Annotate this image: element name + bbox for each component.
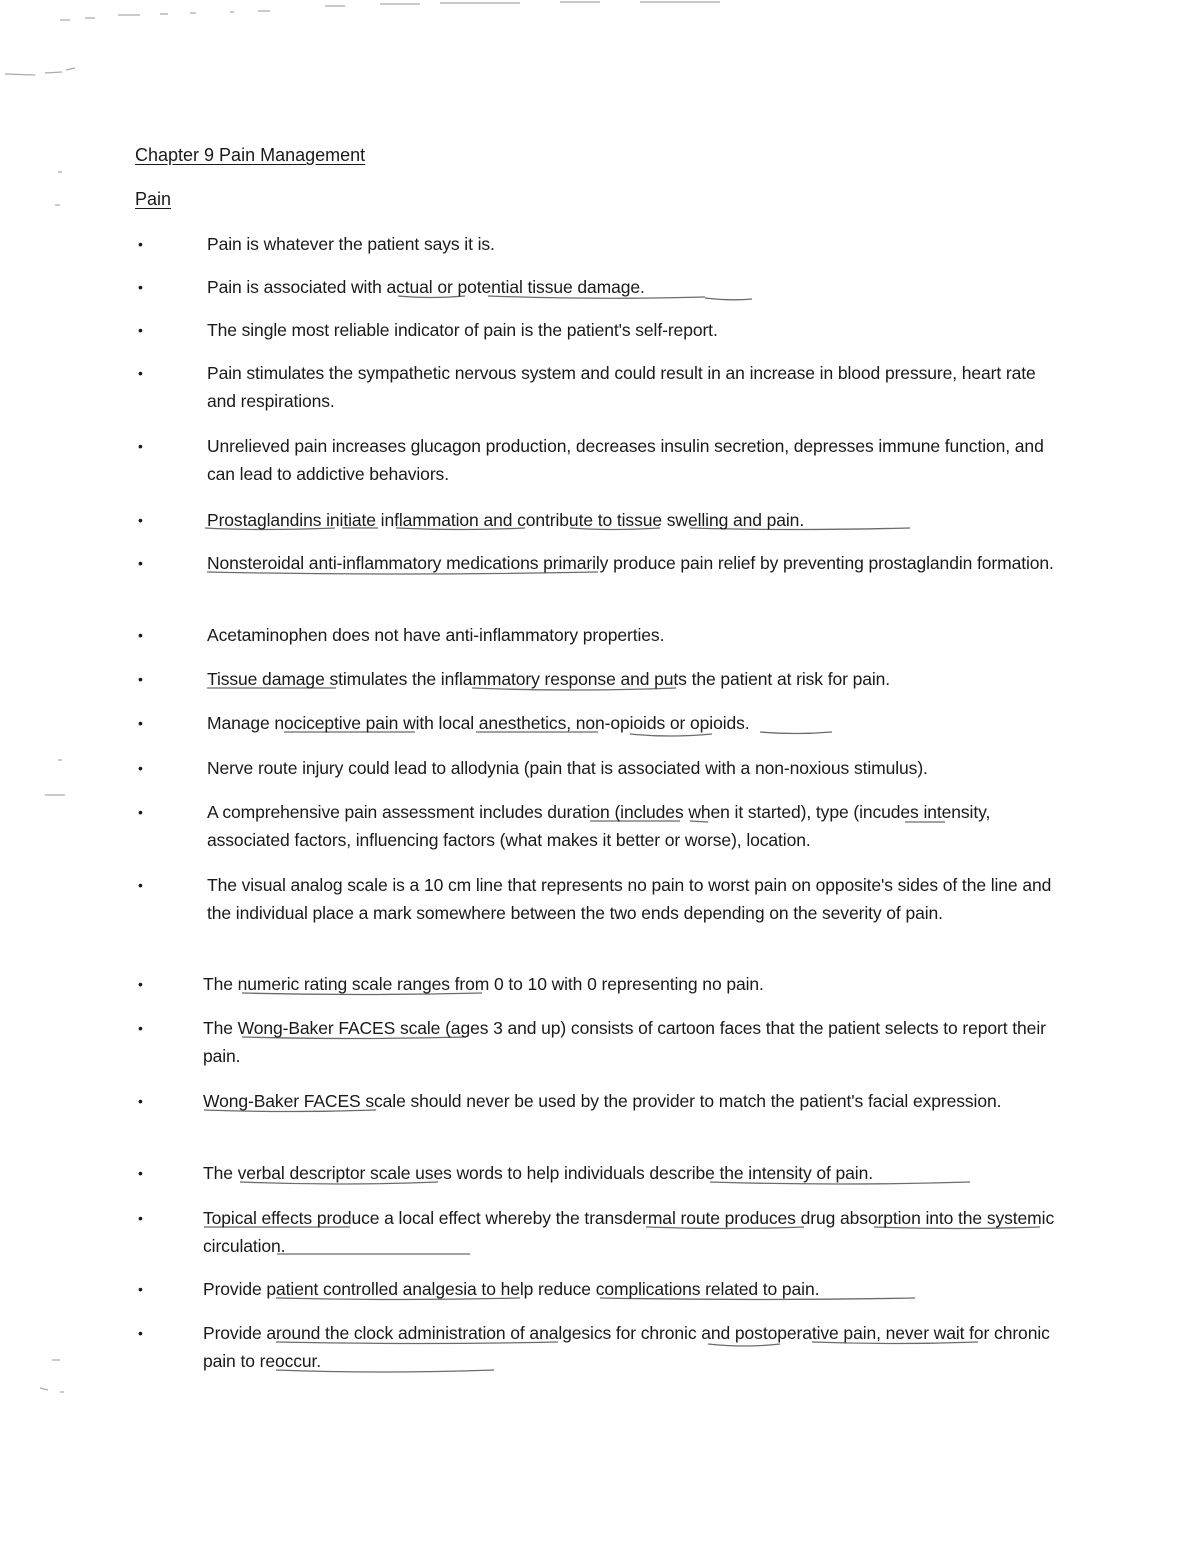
bullet-icon: • [138, 877, 143, 893]
bullet-icon: • [138, 804, 143, 820]
bullet-text: The visual analog scale is a 10 cm line that represents no pain to worst pain on opposite's sides of the line and the individual place a mark somewhere between the two ends depending on the severity of pain. [207, 875, 1052, 923]
bullet-icon: • [138, 1325, 143, 1341]
bullet-icon: • [138, 715, 143, 731]
bullet-icon: • [138, 976, 143, 992]
bullet-text: The Wong-Baker FACES scale (ages 3 and up) consists of cartoon faces that the patient selects to report their pain. [203, 1018, 1046, 1066]
bullet-text: Tissue damage stimulates the inflammatory response and puts the patient at risk for pain. [207, 669, 891, 689]
bullet-icon: • [138, 512, 143, 528]
bullet-icon: • [138, 236, 143, 252]
bullet-text: Acetaminophen does not have anti-inflammatory properties. [207, 625, 665, 645]
bullet-text: Provide around the clock administration of analgesics for chronic and postoperative pain, never wait for chronic pain to reoccur. [203, 1323, 1050, 1371]
bullet-text: Nerve route injury could lead to allodynia (pain that is associated with a non-noxious stimulus). [207, 758, 928, 778]
bullet-text: A comprehensive pain assessment includes duration (includes when it started), type (incudes intensity, associated factors, influencing factors (what makes it better or worse), location. [207, 802, 991, 850]
bullet-text: Provide patient controlled analgesia to help reduce complications related to pain. [203, 1279, 820, 1299]
bullet-icon: • [138, 671, 143, 687]
bullet-icon: • [138, 1093, 143, 1109]
bullet-icon: • [138, 1281, 143, 1297]
bullet-text: Nonsteroidal anti-inflammatory medications primarily produce pain relief by preventing prostaglandin formation. [207, 553, 1054, 573]
section-heading: Pain [135, 189, 172, 209]
bullet-icon: • [138, 1165, 143, 1181]
bullet-text: The verbal descriptor scale uses words to help individuals describe the intensity of pain. [203, 1163, 873, 1183]
document-title: Chapter 9 Pain Management [135, 145, 366, 165]
bullet-icon: • [138, 279, 143, 295]
bullet-text: Pain is associated with actual or potential tissue damage. [207, 277, 645, 297]
bullet-text: Pain is whatever the patient says it is. [207, 234, 495, 254]
bullet-icon: • [138, 438, 143, 454]
bullet-text: Unrelieved pain increases glucagon production, decreases insulin secretion, depresses immune function, and can lead to addictive behaviors. [207, 436, 1044, 484]
bullet-icon: • [138, 322, 143, 338]
bullet-icon: • [138, 760, 143, 776]
bullet-text: The single most reliable indicator of pain is the patient's self-report. [207, 320, 718, 340]
bullet-text: Prostaglandins initiate inflammation and contribute to tissue swelling and pain. [207, 510, 805, 530]
bullet-icon: • [138, 627, 143, 643]
bullet-icon: • [138, 1210, 143, 1226]
bullet-text: Manage nociceptive pain with local anesthetics, non-opioids or opioids. [207, 713, 750, 733]
bullet-text: The numeric rating scale ranges from 0 to 10 with 0 representing no pain. [203, 974, 764, 994]
bullet-icon: • [138, 365, 143, 381]
bullet-text: Topical effects produce a local effect whereby the transdermal route produces drug absorption into the systemic circulation. [203, 1208, 1055, 1256]
bullet-text: Pain stimulates the sympathetic nervous system and could result in an increase in blood pressure, heart rate and respirations. [207, 363, 1036, 411]
bullet-icon: • [138, 555, 143, 571]
bullet-icon: • [138, 1020, 143, 1036]
bullet-text: Wong-Baker FACES scale should never be used by the provider to match the patient's facial expression. [203, 1091, 1002, 1111]
